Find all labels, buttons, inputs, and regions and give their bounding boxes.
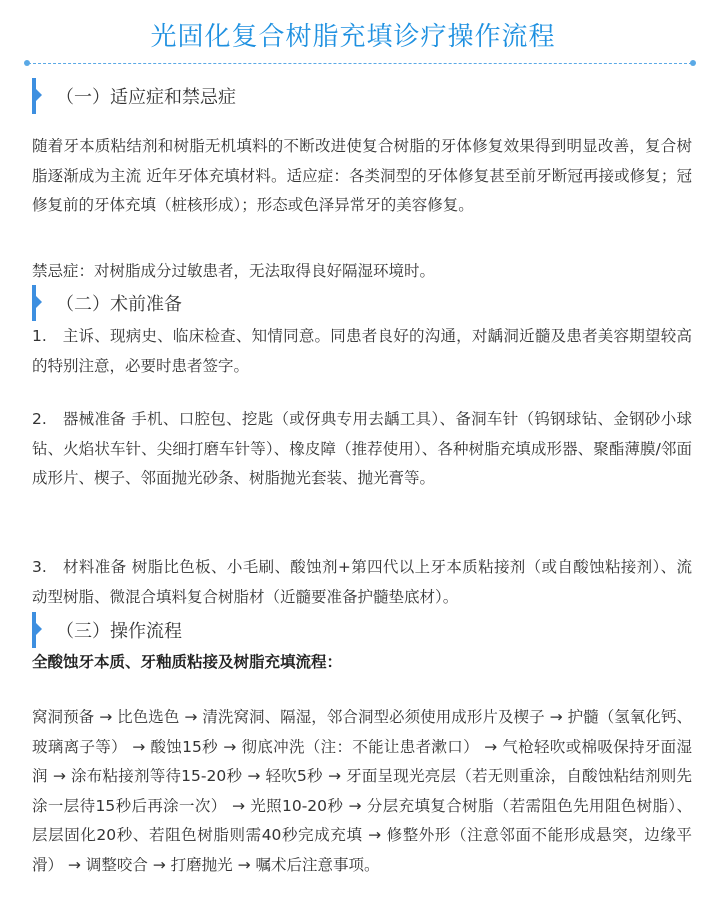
section-marker-icon: [32, 285, 36, 321]
section-title: （二）术前准备: [56, 294, 182, 315]
section-header-indications: [32, 78, 236, 114]
section-title: （三）操作流程: [56, 621, 182, 642]
divider-dot-right: [690, 60, 696, 66]
section-header-preparation: [32, 285, 182, 321]
section-marker-icon: [32, 612, 36, 648]
paragraph-prep-3: 3. 材料准备 树脂比色板、小毛刷、酸蚀剂+第四代以上牙本质粘接剂（或自酸蚀粘接剂）、流动型树脂、微混合填料复合树脂材（近髓要准备护髓垫底材）。: [32, 558, 692, 606]
page-title: 光固化复合树脂充填诊疗操作流程: [150, 22, 556, 52]
paragraph-procedure: 窝洞预备 → 比色选色 → 清洗窝洞、隔湿，邻合洞型必须使用成形片及楔子 → 护髓（氢氧化钙、玻璃离子等） → 酸蚀15秒 → 彻底冲洗（注：不能让患者漱口） → 气枪轻吹或棉吸保持牙面湿润 → 涂布粘接剂等待15-20秒 → 轻吹5秒 → 牙面呈现光亮层（若无则重涂，自酸蚀粘结剂则先涂一层待15秒后再涂一次） → 光照10-20秒 → 分层充填复合树脂（若需阻色先用阻色树脂）、层层固化20秒、若阻色树脂则需40秒完成充填 → 修整外形（注意邻面不能形成悬突，边缘平滑） → 调整咬合 → 打磨抛光 → 嘱术后注意事项。: [32, 708, 692, 874]
section-marker-icon: [32, 78, 36, 114]
paragraph-prep-1: 1. 主诉、现病史、临床检查、知情同意。同患者良好的沟通，对龋洞近髓及患者美容期望较高的特别注意，必要时患者签字。: [32, 327, 692, 375]
paragraph-prep-2: 2. 器械准备 手机、口腔包、挖匙（或伢典专用去龋工具）、备洞车针（钨钢球钻、金钢砂小球钻、火焰状车针、尖细打磨车针等）、橡皮障（推荐使用）、各种树脂充填成形器、聚酯薄膜/邻面成形片、楔子、邻面抛光砂条、树脂抛光套装、抛光膏等。: [32, 410, 692, 487]
section-header-procedure: [32, 612, 182, 648]
paragraph-contraindications: 禁忌症：对树脂成分过敏患者，无法取得良好隔湿环境时。: [32, 262, 436, 280]
title-divider: [28, 63, 692, 64]
paragraph-indications: 随着牙本质粘结剂和树脂无机填料的不断改进使复合树脂的牙体修复效果得到明显改善，复合树脂逐渐成为主流 近年牙体充填材料。适应症：各类洞型的牙体修复甚至前牙断冠再接或修复；冠修复前的牙体充填（桩核形成）；形态或色泽异常牙的美容修复。: [32, 137, 692, 214]
section-title: （一）适应症和禁忌症: [56, 87, 236, 108]
procedure-heading: 全酸蚀牙本质、牙釉质粘接及树脂充填流程：: [32, 653, 343, 671]
